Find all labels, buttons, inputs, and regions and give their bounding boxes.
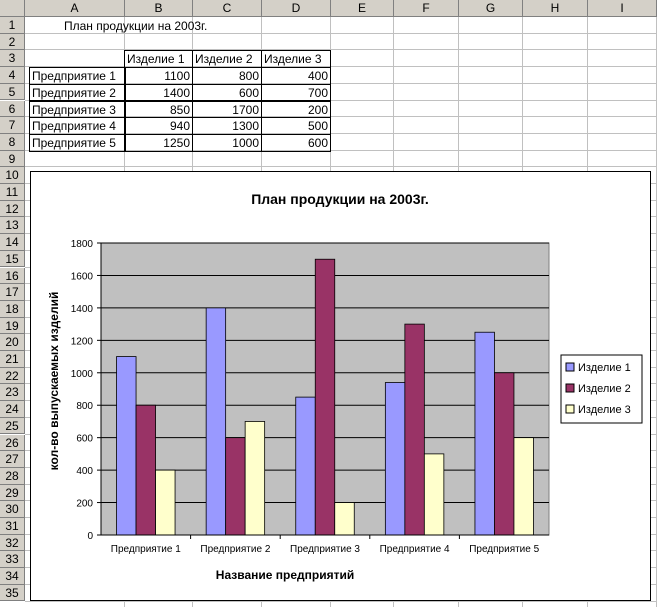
row-header-26[interactable]: 26 — [0, 435, 25, 452]
row-header-15[interactable]: 15 — [0, 251, 25, 268]
grid-line — [25, 166, 657, 167]
table-cell[interactable]: 1000 — [192, 134, 262, 152]
column-header-h[interactable]: H — [523, 0, 588, 17]
x-tick-label: Предприятие 2 — [200, 544, 271, 555]
row-header-30[interactable]: 30 — [0, 501, 25, 518]
bar-chart — [31, 172, 650, 600]
table-header-cell[interactable]: Изделие 3 — [261, 50, 331, 68]
bar-series2-cat3[interactable] — [315, 259, 335, 535]
row-header-16[interactable]: 16 — [0, 268, 25, 285]
row-header-18[interactable]: 18 — [0, 301, 25, 318]
table-cell[interactable]: 850 — [124, 101, 193, 119]
bar-series1-cat1[interactable] — [117, 357, 137, 535]
chart-title: План продукции на 2003г. — [251, 191, 429, 207]
table-row-label[interactable]: Предприятие 4 — [29, 117, 126, 135]
row-header-7[interactable]: 7 — [0, 117, 25, 134]
y-tick-label: 400 — [76, 466, 93, 478]
legend-swatch — [566, 405, 574, 413]
x-tick-label: Предприятие 4 — [379, 544, 450, 555]
row-header-8[interactable]: 8 — [0, 134, 25, 151]
table-row-label[interactable]: Предприятие 3 — [29, 101, 126, 119]
row-header-31[interactable]: 31 — [0, 518, 25, 535]
column-header-a[interactable]: A — [25, 0, 125, 17]
bar-series1-cat4[interactable] — [385, 383, 405, 535]
row-header-32[interactable]: 32 — [0, 535, 25, 552]
table-cell[interactable]: 1300 — [192, 117, 262, 135]
table-header-cell[interactable]: Изделие 1 — [124, 50, 193, 68]
bar-series2-cat4[interactable] — [405, 324, 425, 535]
row-header-34[interactable]: 34 — [0, 568, 25, 585]
column-header-i[interactable]: I — [588, 0, 657, 17]
legend-swatch — [566, 363, 574, 371]
table-cell[interactable]: 400 — [261, 67, 331, 85]
row-header-13[interactable]: 13 — [0, 217, 25, 234]
column-header-e[interactable]: E — [331, 0, 394, 17]
row-header-2[interactable]: 2 — [0, 34, 25, 51]
x-tick-label: Предприятие 5 — [469, 544, 540, 555]
bar-series2-cat2[interactable] — [226, 438, 246, 535]
bar-series1-cat3[interactable] — [296, 397, 316, 535]
row-header-24[interactable]: 24 — [0, 401, 25, 418]
y-tick-label: 1800 — [70, 239, 93, 250]
row-header-35[interactable]: 35 — [0, 585, 25, 602]
sheet-title-cell[interactable]: План продукции на 2003г. — [64, 19, 208, 33]
x-tick-label: Предприятие 1 — [110, 544, 181, 555]
bar-series3-cat3[interactable] — [335, 503, 355, 535]
row-header-5[interactable]: 5 — [0, 84, 25, 101]
table-cell[interactable]: 200 — [261, 101, 331, 119]
column-header-f[interactable]: F — [394, 0, 459, 17]
table-cell[interactable]: 1250 — [124, 134, 193, 152]
row-header-25[interactable]: 25 — [0, 418, 25, 435]
bar-series3-cat1[interactable] — [156, 470, 176, 535]
y-tick-label: 1400 — [70, 303, 93, 315]
y-axis-label: кол-во выпускаемых изделий — [47, 291, 61, 471]
bar-series1-cat2[interactable] — [206, 308, 226, 535]
row-header-9[interactable]: 9 — [0, 151, 25, 168]
table-row-label[interactable]: Предприятие 1 — [29, 67, 126, 85]
bar-series3-cat2[interactable] — [245, 421, 265, 535]
row-header-21[interactable]: 21 — [0, 351, 25, 368]
table-header-cell[interactable]: Изделие 2 — [192, 50, 262, 68]
row-header-10[interactable]: 10 — [0, 167, 25, 184]
row-header-12[interactable]: 12 — [0, 201, 25, 218]
table-cell[interactable]: 600 — [261, 134, 331, 152]
x-tick-label: Предприятие 3 — [290, 544, 360, 555]
table-cell[interactable]: 700 — [261, 84, 331, 102]
select-all-corner[interactable] — [0, 0, 25, 17]
bar-series1-cat5[interactable] — [475, 332, 495, 535]
row-header-14[interactable]: 14 — [0, 234, 25, 251]
table-row-label[interactable]: Предприятие 5 — [29, 134, 126, 152]
legend[interactable] — [561, 355, 642, 423]
grid-line — [25, 49, 657, 50]
legend-label: Изделие 3 — [578, 404, 631, 416]
y-tick-label: 800 — [76, 401, 93, 413]
row-header-11[interactable]: 11 — [0, 184, 25, 201]
y-tick-label: 1200 — [70, 336, 93, 348]
column-header-c[interactable]: C — [193, 0, 262, 17]
row-header-29[interactable]: 29 — [0, 485, 25, 502]
row-header-3[interactable]: 3 — [0, 50, 25, 67]
table-row-label[interactable]: Предприятие 2 — [29, 84, 126, 102]
y-tick-label: 1000 — [70, 368, 93, 380]
row-header-4[interactable]: 4 — [0, 67, 25, 84]
y-tick-label: 600 — [76, 433, 93, 445]
row-header-17[interactable]: 17 — [0, 284, 25, 301]
column-header-g[interactable]: G — [459, 0, 523, 17]
row-header-22[interactable]: 22 — [0, 368, 25, 385]
row-header-28[interactable]: 28 — [0, 468, 25, 485]
y-tick-label: 0 — [87, 531, 93, 542]
legend-label: Изделие 1 — [578, 362, 631, 374]
column-header-d[interactable]: D — [262, 0, 331, 17]
table-cell[interactable]: 500 — [261, 117, 331, 135]
bar-series2-cat1[interactable] — [136, 405, 156, 535]
column-header-b[interactable]: B — [125, 0, 193, 17]
bar-series3-cat4[interactable] — [424, 454, 444, 535]
y-tick-label: 200 — [76, 498, 93, 510]
chart-object[interactable] — [30, 171, 651, 601]
table-cell[interactable]: 600 — [192, 84, 262, 102]
table-cell[interactable]: 800 — [192, 67, 262, 85]
y-tick-label: 1600 — [70, 271, 93, 283]
x-axis-label: Название предприятий — [215, 568, 355, 582]
bar-series3-cat5[interactable] — [514, 438, 534, 535]
row-header-33[interactable]: 33 — [0, 551, 25, 568]
row-header-27[interactable]: 27 — [0, 451, 25, 468]
legend-label: Изделие 2 — [578, 383, 631, 395]
table-cell[interactable]: 1100 — [124, 67, 193, 85]
row-header-19[interactable]: 19 — [0, 318, 25, 335]
table-cell[interactable]: 1700 — [192, 101, 262, 119]
legend-swatch — [566, 384, 574, 392]
row-header-1[interactable]: 1 — [0, 17, 25, 34]
table-cell[interactable]: 940 — [124, 117, 193, 135]
row-header-23[interactable]: 23 — [0, 384, 25, 401]
table-cell[interactable]: 1400 — [124, 84, 193, 102]
row-header-6[interactable]: 6 — [0, 101, 25, 118]
bar-series2-cat5[interactable] — [494, 373, 514, 535]
row-header-20[interactable]: 20 — [0, 334, 25, 351]
